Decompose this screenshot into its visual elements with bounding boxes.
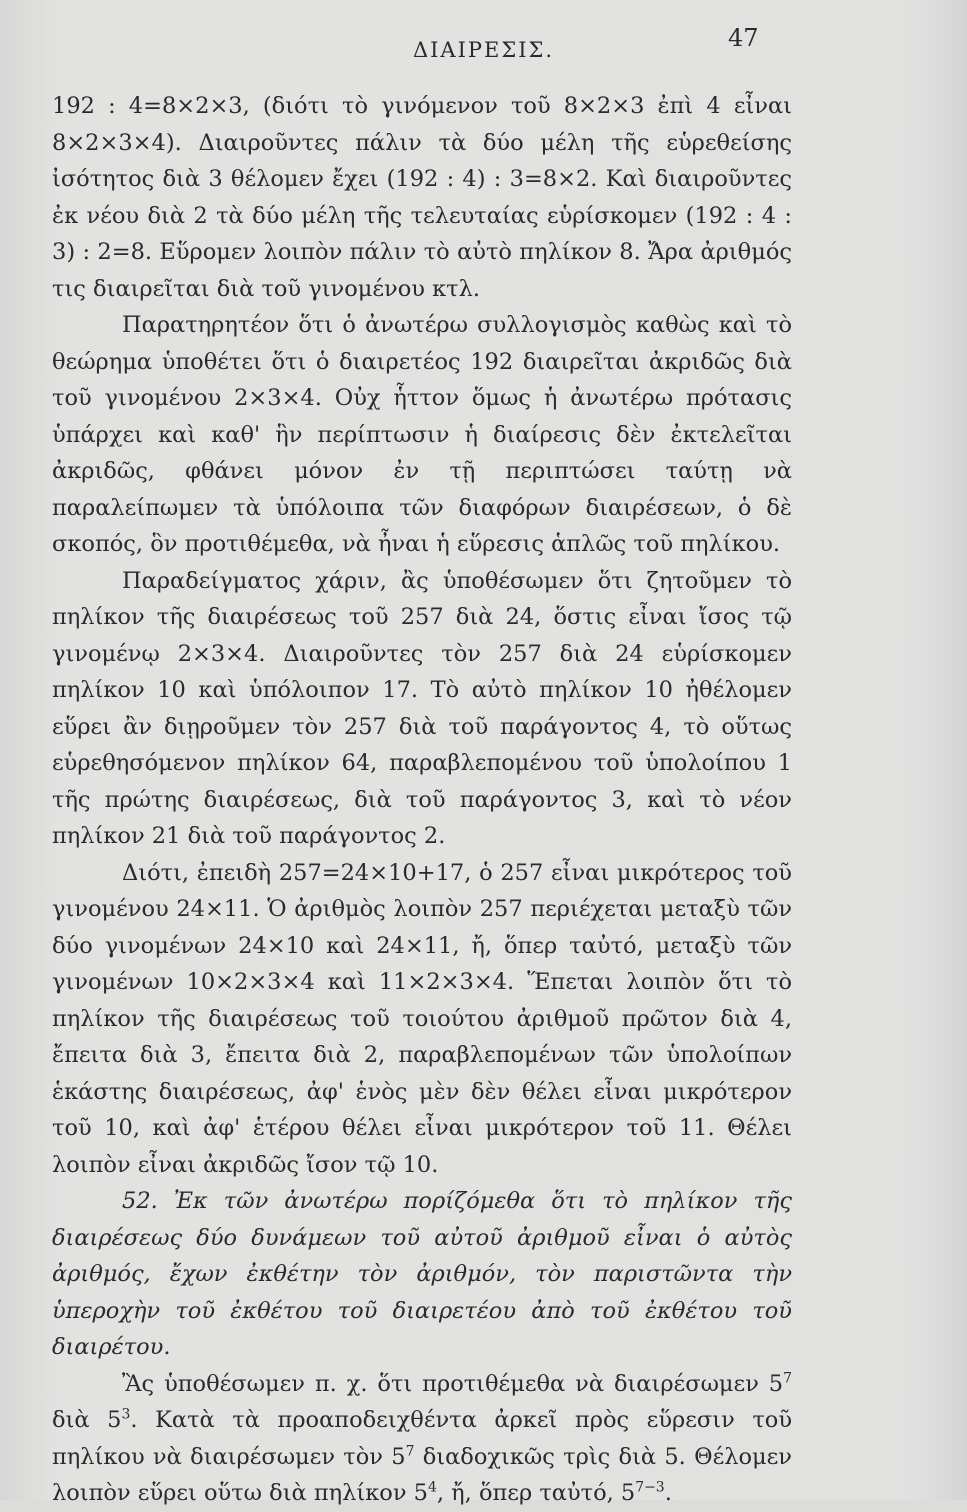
exponent: 3 <box>121 1406 131 1423</box>
paragraph-6-text-c: . Κατὰ τὰ προαποδειχθέντα ἀρκεῖ πρὸς εὕρεσιν τοῦ πηλίκου νὰ διαιρέσωμεν τὸν 5 <box>52 1407 792 1470</box>
paragraph-6 <box>52 1366 792 1512</box>
paragraph-6-text-d: διαδοχικῶς τρὶς διὰ 5. Θέλομεν λοιπὸν εὕρει οὕτω διὰ πηλίκον 5 <box>52 1443 792 1506</box>
paragraph-6-text-f: . <box>664 1480 672 1506</box>
paragraph-6-text-b: διὰ 5 <box>52 1407 122 1433</box>
exponent: 7−3 <box>635 1479 665 1496</box>
paragraph-3: Παραδείγματος χάριν, ἂς ὑποθέσωμεν ὅτι ζητοῦμεν τὸ πηλίκον τῆς διαιρέσεως τοῦ 257 διὰ 24, ὅστις εἶναι ἴσος τῷ γινομένῳ 2×3×4. Διαιροῦντες τὸν 257 διὰ 24 εὑρίσκομεν πηλίκον 10 καὶ ὑπόλοιπον 17. Τὸ αὐτὸ πηλίκον 10 ἠθέλομεν εὕρει ἂν διῃροῦμεν τὸν 257 διὰ τοῦ παράγοντος 4, τὸ οὕτως εὑρεθησόμενον πηλίκον 64, παραβλεπομένου τοῦ ὑπολοίπου 1 τῆς πρώτης διαιρέσεως, διὰ τοῦ παράγοντος 3, καὶ τὸ νέον πηλίκον 21 διὰ τοῦ παράγοντος 2. <box>52 567 792 849</box>
exponent: 7 <box>783 1370 792 1386</box>
exponent: 4 <box>427 1479 437 1496</box>
paragraph-2: Παρατηρητέον ὅτι ὁ ἀνωτέρω συλλογισμὸς καθὼς καὶ τὸ θεώρημα ὑποθέτει ὅτι ὁ διαιρετέος 192 διαιρεῖται ἀκριδῶς διὰ τοῦ γινομένου 2×3×4. Οὐχ ἧττον ὅμως ἡ ἀνωτέρω πρότασις ὑπάρχει καὶ καθ' ἣν περίπτωσιν ἡ διαίρεσις δὲν ἐκτελεῖται ἀκριδῶς, φθάνει μόνον ἐν τῇ περιπτώσει ταύτῃ νὰ παραλείπωμεν τὰ ὑπόλοιπα τῶν διαφόρων διαιρέσεων, ὁ δὲ σκοπός, ὃν προτιθέμεθα, νὰ ἦναι ἡ εὕρεσις ἁπλῶς τοῦ πηλίκου. <box>52 312 792 557</box>
paragraph-1: 192 : 4=8×2×3, (διότι τὸ γινόμενον τοῦ 8×2×3 ἐπὶ 4 εἶναι 8×2×3×4). Διαιροῦντες πάλιν τὰ δύο μέλη τῆς εὑρεθείσης ἰσότητος διὰ 3 θέλομεν ἔχει (192 : 4) : 3=8×2. Καὶ διαιροῦντες ἐκ νέου διὰ 2 τὰ δύο μέλη τῆς τελευταίας εὑρίσκομεν (192 : 4 : 3) : 2=8. Εὕρομεν λοιπὸν πάλιν τὸ αὐτὸ πηλίκον 8. Ἄρα ἀριθμός τις διαιρεῖται διὰ τοῦ γινομένου κτλ. <box>52 93 792 302</box>
exponent: 7 <box>405 1443 415 1459</box>
paragraph-6-text-e: , ἤ, ὅπερ ταὐτό, 5 <box>436 1480 636 1506</box>
body-text <box>52 88 792 1512</box>
running-header: ΔΙΑΙΡΕΣΙΣ. <box>412 38 555 62</box>
paragraph-6-text-a: Ἂς ὑποθέσωμεν π. χ. ὅτι προτιθέμεθα νὰ διαιρέσωμεν 5 <box>122 1370 784 1397</box>
page-number: 47 <box>728 24 759 52</box>
paragraph-4: Διότι, ἐπειδὴ 257=24×10+17, ὁ 257 εἶναι μικρότερος τοῦ γινομένου 24×11. Ὁ ἀριθμὸς λοιπὸν 257 περιέχεται μεταξὺ τῶν δύο γινομένων 24×10 καὶ 24×11, ἤ, ὅπερ ταὐτό, μεταξὺ τῶν γινομένων 10×2×3×4 καὶ 11×2×3×4. Ἕπεται λοιπὸν ὅτι τὸ πηλίκον τῆς διαιρέσεως τοῦ τοιούτου ἀριθμοῦ πρῶτον διὰ 4, ἔπειτα διὰ 3, ἔπειτα διὰ 2, παραβλεπομένων τῶν ὑπολοίπων ἑκάστης διαιρέσεως, ἀφ' ἑνὸς μὲν δὲν θέλει εἶναι μικρότερον τοῦ 10, καὶ ἀφ' ἑτέρου θέλει εἶναι μικρότερον τοῦ 11. Θέλει λοιπὸν εἶναι ἀκριδῶς ἴσον τῷ 10. <box>52 859 792 1178</box>
paragraph-5-theorem: 52. Ἐκ τῶν ἀνωτέρω πορίζόμεθα ὅτι τὸ πηλίκον τῆς διαιρέσεως δύο δυνάμεων τοῦ αὐτοῦ ἀριθμοῦ εἶναι ὁ αὐτὸς ἀριθμός, ἔχων ἐκθέτην τὸν ἀριθμόν, τὸν παριστῶντα τὴν ὑπεροχὴν τοῦ ἐκθέτου τοῦ διαιρετέου ἀπὸ τοῦ ἐκθέτου τοῦ διαιρέτου. <box>52 1188 792 1360</box>
